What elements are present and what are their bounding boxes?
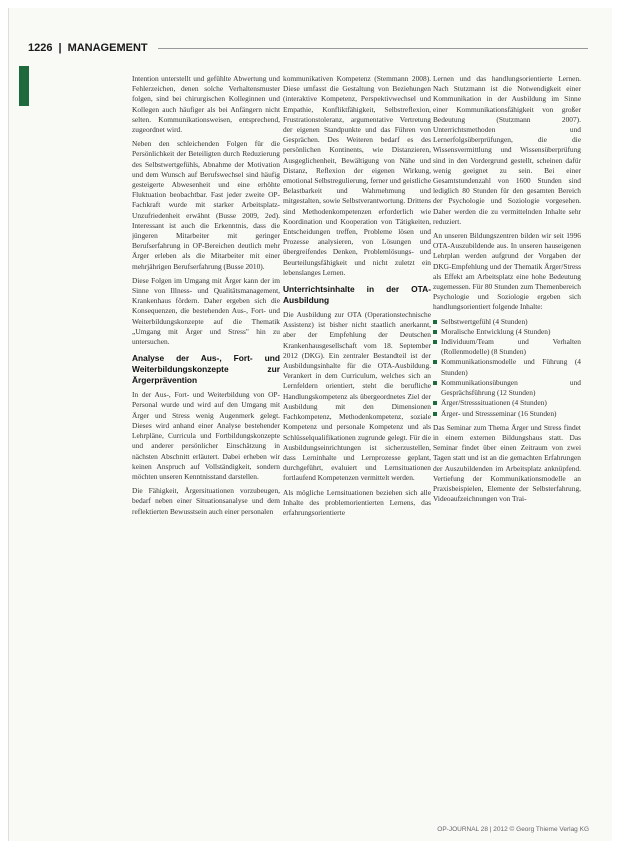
paragraph: Diese Folgen im Umgang mit Ärger kann der im Sinne von Illness- und Qualitätsmanagement, Krankenhaus fördern. Daher ergeben sich die Konsequenzen, die bestehenden Aus-, Fort- und Weiterbildungskonzepte auf die Thematik „Umgang mit Ärger und Stress" hin zu untersuchen. <box>132 275 280 347</box>
page-header <box>28 40 588 56</box>
text-column-2 <box>283 74 431 834</box>
header-divider: | <box>58 42 62 54</box>
page-number: 1226 <box>28 42 53 54</box>
paragraph: Neben den schleichenden Folgen für die Persönlichkeit der Beteiligten durch Reduzierung des Selbstwertgefühls, Abnahme der Motivation und dem Wunsch auf Berufswechsel sind häufig gesteigerte Abwesenheit und eine erhöhte Fluktuation beobachtbar. Fast jeder zweite OP-Fachkraft wurde mit starker Arbeitsplatz-Unzufriedenheit erwähnt (Busse 2009, 2ed). Interessant ist auch die Erkenntnis, dass die jüngeren Mitarbeiter mit geringer Berufserfahrung in OP-Bereichen deutlich mehr Ärger erleben als die Mitarbeiter mit einer mehrjährigen Berufserfahrung (Busse 2010). <box>132 139 280 271</box>
paragraph: An unseren Bildungszentren bilden wir seit 1996 OTA-Auszubildende aus. In unseren hauseigenen Lehrplan werden aufgrund der Vorgaben der DKG-Empfehlung und der Thematik Ärger/Stress als Effekt am Arbeitsplatz eine hohe Bedeutung zugemessen. Für 80 Stunden zum Themenbereich Psychologie und Soziologie ergeben sich handlungsorientiert folgende Inhalte: <box>433 231 581 312</box>
subheading: Unterrichtsinhalte in der OTA-Ausbildung <box>283 284 431 306</box>
paragraph: kommunikativen Kompetenz (Stemmann 2008). Diese umfasst die Gestaltung von Beziehungen (interaktive Kompetenz, Perspektivwechsel und Empathie, Konfliktfähigkeit, Selbstreflexion, Frustrationstoleranz, argumentative Vertretung der eigenen Standpunkte und das Führen von Gesprächen. Des Weiteren bedarf es des persönlichen Kontinents, wie Distanzieren, Ausgeglichenheit, Bewältigung von Nähe und Distanz, Reflexion der eigenen Wirkung, emotional Selbstregulierung, ferner und geistliche Belastbarkeit und Wahrnehmung und mitgestalten, sowie Selbstverantwortung. Drittens sind Methodenkompetenzen erforderlich wie Koordination und Kooperation von Tätigkeiten, Entscheidungen treffen, Probleme lösen und Prozesse analysieren, von Lösungen und übergreifendes Denken, Problemlösungs- und Beurteilungsfähigkeit und nicht zuletzt ein lebenslanges Lernen. <box>283 74 431 277</box>
paragraph: In der Aus-, Fort- und Weiterbildung von OP-Personal wurde und wird auf den Umgang mit Ärger und Stress wenig Augenmerk gelegt. Dieses wird anhand einer Analyse bestehender Lehrpläne, Curricula und Fortbildungskonzepte und anderer persönlicher Einschätzung in nächsten Abschnitt erläutert. Dabei erheben wir keinen Anspruch auf Vollständigkeit, sondern möchten unseren Kenntnisstand darstellen. <box>132 390 280 481</box>
list-item: Selbstwertgefühl (4 Stunden) <box>433 317 581 327</box>
section-title: MANAGEMENT <box>67 42 148 54</box>
paragraph: Als mögliche Lernsituationen beziehen sich alle Inhalte des problemorientierten Lernens, das erfahrungsorientierte <box>283 487 431 517</box>
paragraph: Lernen und das handlungsorientierte Lernen. Nach Stutzmann ist die Notwendigkeit einer Kommunikation in der Ausbildung im Sinne einer Kommunikationsfähigkeit von großer Bedeutung (Stutzmann 2007). Unterrichtsmethoden und Lernerfolgsüberprüfungen, die die Wissensvermittlung und Wissensüberprüfung sind in den Vordergrund gestellt, scheinen dafür wenig geeignet zu sein. Bei einer Gesamtstundenzahl von 1600 Stunden sind lediglich 80 Stunden für den gesamten Bereich der Psychologie und Soziologie vorgesehen. Daher werden die zu vermittelnden Inhalte sehr reduziert. <box>433 74 581 226</box>
text-column-1 <box>132 74 280 834</box>
list-item: Kommunikationsmodelle und Führung (4 Stunden) <box>433 357 581 377</box>
list-item: Individuum/Team und Verhalten (Rollenmodelle) (8 Stunden) <box>433 337 581 357</box>
topic-list <box>433 317 581 419</box>
list-item: Ärger- und Stressseminar (16 Stunden) <box>433 409 581 419</box>
subheading: Analyse der Aus-, Fort- und Weiterbildungskonzepte zur Ärgerprävention <box>132 353 280 386</box>
header-rule <box>158 48 588 49</box>
page-footer: OP-JOURNAL 28 | 2012 © Georg Thieme Verlag KG <box>437 826 589 833</box>
paragraph: Intention unterstellt und gefühlte Abwertung und Fehlerzeichen, denen solche Verhaltensmuster folgen, sind bei chirurgischen Kolleginnen und Kollegen auch häufiger als bei Anfängern nicht selten. Kommunikationsweisen, entsprechend, zugeordnet wird. <box>132 74 280 135</box>
paragraph: Das Seminar zum Thema Ärger und Stress findet in einem externen Bildungshaus statt. Das Seminar findet über einen Zeitraum von zwei Tagen statt und ist an die gemachten Erfahrungen der Auszubildenden im Arbeitsplatz anknüpfend. Vertiefung der Kommunikationsmodelle an Praxisbeispielen, Elemente der Selbsterfahrung, Videoaufzeichnungen von Trai- <box>433 422 581 504</box>
list-item: Moralische Entwicklung (4 Stunden) <box>433 327 581 337</box>
paragraph: Die Fähigkeit, Ärgersituationen vorzubeugen, bedarf neben einer Situationsanalyse und dem reflektierten Bewusstsein auch einer personalen <box>132 486 280 516</box>
list-item: Kommunikationsübungen und Gesprächsführung (12 Stunden) <box>433 378 581 398</box>
list-item: Ärger/Stresssituationen (4 Stunden) <box>433 398 581 408</box>
paragraph: Die Ausbildung zur OTA (Operationstechnische Assistenz) ist bisher nicht staatlich anerkannt, aber der Empfehlung der Deutschen Krankenhausgesellschaft vom 18. September 2012 (DKG). Ein zentraler Bestandteil ist der Ausbildungsinhalte für die OTA-Ausbildung. Verankert in dem Curriculum, welches sich an Lernfeldern orientiert, steht die berufliche Handlungskompetenz als übergeordnetes Ziel der Ausbildung mit den Dimensionen Fachkompetenz, Methodenkompetenz, soziale Kompetenz und personale Kompetenz und als Schlüsselqualifikationen zugrunde gelegt. Für die Ausbildungseinrichtungen ist sicherzustellen, dass Lerninhalte und Lernprozesse geplant, durchgeführt, evaluiert und Lernsituationen fortlaufend Kompetenzen vermittelt werden. <box>283 310 431 483</box>
section-accent-bar <box>19 66 29 106</box>
text-column-3 <box>433 74 581 834</box>
